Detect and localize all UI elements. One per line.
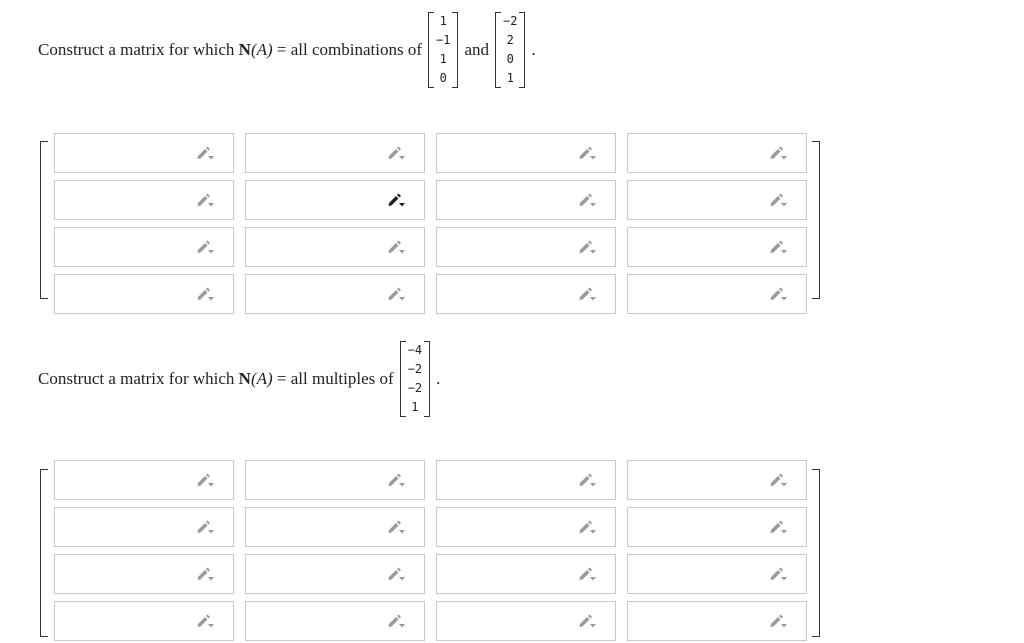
matrix-cell [54,460,234,500]
pencil-dropdown-icon[interactable] [195,612,215,630]
pencil-dropdown-icon[interactable] [386,191,406,209]
vector-entry: −1 [436,33,451,47]
matrix-cell [436,274,616,314]
basis-vector [400,341,430,417]
matrix-cell [245,133,425,173]
pencil-dropdown-icon[interactable] [577,191,597,209]
vector-entry: 2 [506,33,514,47]
pencil-dropdown-icon[interactable] [768,191,788,209]
problem-1-suffix: = all combinations of [276,40,422,59]
matrix-cell [627,601,807,641]
nullspace-symbol: N [238,40,251,59]
matrix-cell [436,460,616,500]
matrix-cell [245,180,425,220]
pencil-dropdown-icon[interactable] [386,144,406,162]
matrix-cell [627,554,807,594]
nullspace-symbol: N [238,369,251,388]
problem-1-prefix: Construct a matrix for which [38,40,235,59]
vector-entry: −2 [503,14,518,28]
pencil-dropdown-icon[interactable] [768,565,788,583]
matrix-cell [54,601,234,641]
pencil-dropdown-icon[interactable] [768,238,788,256]
matrix-cell [627,227,807,267]
vector-entry: −2 [407,381,423,395]
pencil-dropdown-icon[interactable] [386,565,406,583]
pencil-dropdown-icon[interactable] [768,518,788,536]
pencil-dropdown-icon[interactable] [195,565,215,583]
period: . [436,369,441,388]
matrix-cell [54,274,234,314]
pencil-dropdown-icon[interactable] [577,285,597,303]
vector-entry: 1 [439,14,447,28]
problem-1-statement [38,12,536,88]
pencil-dropdown-icon[interactable] [577,565,597,583]
pencil-dropdown-icon[interactable] [386,238,406,256]
conjunction: and [464,40,489,59]
matrix-cell [245,601,425,641]
matrix-cell [436,554,616,594]
nullspace-arg: (A) [250,369,273,388]
matrix-cell [436,133,616,173]
pencil-dropdown-icon[interactable] [577,471,597,489]
pencil-dropdown-icon[interactable] [195,285,215,303]
matrix-cell [245,507,425,547]
matrix-cell [436,180,616,220]
matrix-cell [245,554,425,594]
pencil-dropdown-icon[interactable] [195,191,215,209]
right-bracket [812,469,820,637]
matrix-cell [627,133,807,173]
basis-vector-2 [495,12,525,88]
vector-entry: 1 [439,52,447,66]
problem-2-statement [38,341,440,417]
vector-entry: 1 [506,71,514,85]
pencil-dropdown-icon[interactable] [195,518,215,536]
pencil-dropdown-icon[interactable] [577,518,597,536]
pencil-dropdown-icon[interactable] [386,612,406,630]
matrix-cell [627,507,807,547]
vector-entry: 0 [439,71,447,85]
pencil-dropdown-icon[interactable] [768,471,788,489]
vector-entry: 1 [411,400,419,414]
pencil-dropdown-icon[interactable] [386,285,406,303]
matrix-cell [54,554,234,594]
pencil-dropdown-icon[interactable] [577,612,597,630]
basis-vector-1 [428,12,458,88]
vector-entry: −2 [407,362,423,376]
pencil-dropdown-icon[interactable] [386,518,406,536]
nullspace-arg: (A) [250,40,273,59]
matrix-cell [54,133,234,173]
pencil-dropdown-icon[interactable] [577,238,597,256]
matrix-cell [627,180,807,220]
matrix-cell [627,460,807,500]
matrix-cell [245,274,425,314]
answer-matrix-1 [40,141,820,299]
pencil-dropdown-icon[interactable] [768,144,788,162]
pencil-dropdown-icon[interactable] [195,238,215,256]
pencil-dropdown-icon[interactable] [768,612,788,630]
pencil-dropdown-icon[interactable] [386,471,406,489]
pencil-dropdown-icon[interactable] [195,471,215,489]
matrix-cell [436,601,616,641]
matrix-cell [245,460,425,500]
pencil-dropdown-icon[interactable] [195,144,215,162]
problem-2-suffix: = all multiples of [276,369,394,388]
pencil-dropdown-icon[interactable] [768,285,788,303]
matrix-cell [627,274,807,314]
matrix-cell [245,227,425,267]
matrix-cell [436,227,616,267]
matrix-cell [54,507,234,547]
matrix-cell [436,507,616,547]
pencil-dropdown-icon[interactable] [577,144,597,162]
answer-matrix-2 [40,469,820,637]
problem-2-prefix: Construct a matrix for which [38,369,235,388]
vector-entry: 0 [506,52,514,66]
left-bracket [40,141,48,299]
left-bracket [40,469,48,637]
matrix-cell [54,180,234,220]
period: . [531,40,536,59]
vector-entry: −4 [407,343,423,357]
matrix-cell [54,227,234,267]
right-bracket [812,141,820,299]
